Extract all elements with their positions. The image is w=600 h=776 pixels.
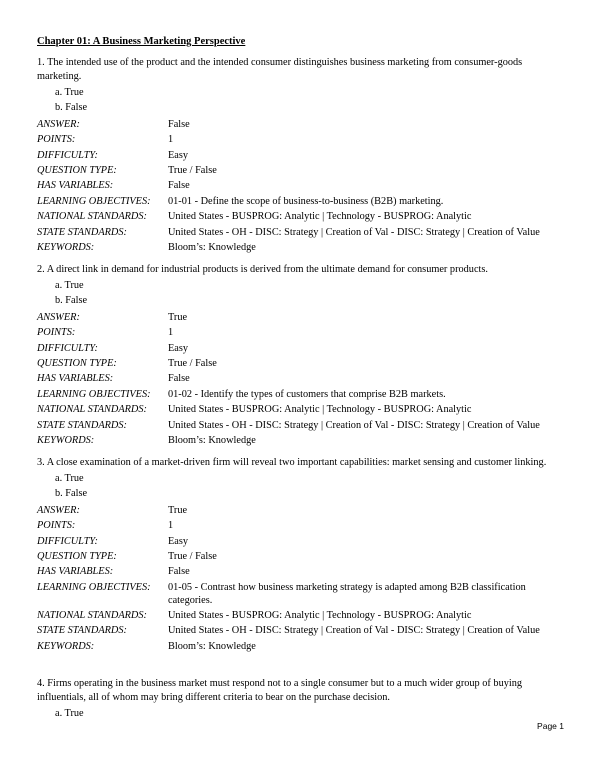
meta-keywords bbox=[37, 240, 567, 255]
meta-label: LEARNING OBJECTIVES: bbox=[37, 581, 151, 593]
question-text: 2. A direct link in demand for industrial products is derived from the ultimate demand for consumer products. bbox=[37, 264, 488, 275]
question-4 bbox=[37, 677, 567, 721]
meta-value: True / False bbox=[168, 358, 217, 370]
meta-value: United States - OH - DISC: Strategy | Creation of Val - DISC: Strategy | Creation of Value bbox=[168, 419, 540, 431]
meta-state-standards bbox=[37, 225, 567, 240]
answer-options bbox=[55, 471, 567, 502]
meta-value: 01-02 - Identify the types of customers that comprise B2B markets. bbox=[168, 388, 446, 400]
meta-value: 01-01 - Define the scope of business-to-business (B2B) marketing. bbox=[168, 195, 444, 207]
meta-question-type bbox=[37, 163, 567, 178]
meta-label: QUESTION TYPE: bbox=[37, 165, 117, 177]
meta-value: 1 bbox=[168, 327, 174, 339]
meta-value: Easy bbox=[168, 342, 189, 354]
meta-difficulty bbox=[37, 534, 567, 549]
meta-label: ANSWER: bbox=[37, 504, 80, 516]
meta-national-standards bbox=[37, 402, 567, 417]
meta-state-standards bbox=[37, 418, 567, 433]
question-metadata bbox=[37, 117, 567, 256]
meta-label: ANSWER: bbox=[37, 311, 80, 323]
meta-has-variables bbox=[37, 371, 567, 386]
meta-value: True bbox=[168, 504, 188, 516]
meta-label: HAS VARIABLES: bbox=[37, 373, 114, 385]
meta-label: NATIONAL STANDARDS: bbox=[37, 211, 147, 223]
option-a: a. True bbox=[55, 473, 84, 484]
meta-value: False bbox=[168, 373, 190, 385]
meta-keywords bbox=[37, 639, 567, 654]
question-metadata bbox=[37, 310, 567, 449]
meta-question-type bbox=[37, 549, 567, 564]
meta-state-standards bbox=[37, 623, 567, 638]
meta-label: KEYWORDS: bbox=[37, 242, 95, 254]
meta-label: DIFFICULTY: bbox=[37, 342, 98, 354]
question-2 bbox=[37, 263, 567, 448]
meta-difficulty bbox=[37, 341, 567, 356]
meta-value: 1 bbox=[168, 134, 174, 146]
question-text: 3. A close examination of a market-driven firm will reveal two important capabilities: market sensing and customer linking. bbox=[37, 457, 547, 468]
option-a: a. True bbox=[55, 87, 84, 98]
meta-value: Bloom’s: Knowledge bbox=[168, 242, 256, 254]
answer-options bbox=[55, 85, 567, 116]
question-text: 1. The intended use of the product and the intended consumer distinguishes business marketing from consumer-goods marketing. bbox=[37, 57, 523, 82]
meta-learning-objectives bbox=[37, 387, 567, 402]
meta-label: QUESTION TYPE: bbox=[37, 358, 117, 370]
meta-value: 01-05 - Contrast how business marketing strategy is adapted among B2B classification categories. bbox=[168, 581, 526, 607]
meta-has-variables bbox=[37, 178, 567, 193]
meta-label: STATE STANDARDS: bbox=[37, 226, 127, 238]
meta-answer bbox=[37, 117, 567, 132]
meta-answer bbox=[37, 503, 567, 518]
meta-keywords bbox=[37, 433, 567, 448]
meta-value: True bbox=[168, 311, 188, 323]
meta-label: LEARNING OBJECTIVES: bbox=[37, 388, 151, 400]
meta-value: United States - OH - DISC: Strategy | Creation of Val - DISC: Strategy | Creation of Value bbox=[168, 226, 540, 238]
meta-points bbox=[37, 325, 567, 340]
question-text: 4. Firms operating in the business market must respond not to a single consumer but to a much wider group of buying influentials, all of whom may bring different criteria to bear on the purchase decision. bbox=[37, 678, 523, 703]
meta-value: Bloom’s: Knowledge bbox=[168, 640, 256, 652]
meta-label: POINTS: bbox=[37, 134, 76, 146]
meta-points bbox=[37, 132, 567, 147]
meta-value: 1 bbox=[168, 520, 174, 532]
option-a: a. True bbox=[55, 280, 84, 291]
option-b: b. False bbox=[55, 102, 88, 114]
meta-difficulty bbox=[37, 148, 567, 163]
meta-value: Easy bbox=[168, 535, 189, 547]
meta-label: QUESTION TYPE: bbox=[37, 551, 117, 563]
meta-value: False bbox=[168, 118, 190, 130]
meta-learning-objectives bbox=[37, 194, 567, 209]
meta-label: KEYWORDS: bbox=[37, 435, 95, 447]
meta-label: NATIONAL STANDARDS: bbox=[37, 609, 147, 621]
meta-label: LEARNING OBJECTIVES: bbox=[37, 195, 151, 207]
option-a: a. True bbox=[55, 708, 84, 719]
question-3 bbox=[37, 456, 567, 654]
meta-label: ANSWER: bbox=[37, 118, 80, 130]
meta-value: False bbox=[168, 180, 190, 192]
meta-value: Bloom’s: Knowledge bbox=[168, 435, 256, 447]
meta-label: HAS VARIABLES: bbox=[37, 566, 114, 578]
meta-label: KEYWORDS: bbox=[37, 640, 95, 652]
meta-label: POINTS: bbox=[37, 327, 76, 339]
question-1 bbox=[37, 56, 567, 255]
meta-points bbox=[37, 518, 567, 533]
meta-label: STATE STANDARDS: bbox=[37, 419, 127, 431]
meta-value: United States - OH - DISC: Strategy | Creation of Val - DISC: Strategy | Creation of Value bbox=[168, 625, 540, 637]
meta-label: NATIONAL STANDARDS: bbox=[37, 404, 147, 416]
meta-has-variables bbox=[37, 564, 567, 579]
answer-options bbox=[55, 706, 567, 721]
chapter-title: Chapter 01: A Business Marketing Perspective bbox=[37, 36, 246, 47]
meta-value: Easy bbox=[168, 149, 189, 161]
meta-value: United States - BUSPROG: Analytic | Technology - BUSPROG: Analytic bbox=[168, 211, 472, 223]
meta-label: HAS VARIABLES: bbox=[37, 180, 114, 192]
meta-value: False bbox=[168, 566, 190, 578]
meta-value: True / False bbox=[168, 165, 217, 177]
meta-label: POINTS: bbox=[37, 520, 76, 532]
meta-learning-objectives bbox=[37, 580, 567, 608]
meta-value: True / False bbox=[168, 551, 217, 563]
meta-question-type bbox=[37, 356, 567, 371]
page-number: Page 1 bbox=[537, 721, 564, 731]
meta-answer bbox=[37, 310, 567, 325]
question-metadata bbox=[37, 503, 567, 654]
meta-national-standards bbox=[37, 608, 567, 623]
answer-options bbox=[55, 278, 567, 309]
meta-label: DIFFICULTY: bbox=[37, 535, 98, 547]
option-b: b. False bbox=[55, 488, 88, 500]
meta-label: STATE STANDARDS: bbox=[37, 625, 127, 637]
option-b: b. False bbox=[55, 295, 88, 307]
meta-national-standards bbox=[37, 209, 567, 224]
meta-label: DIFFICULTY: bbox=[37, 149, 98, 161]
meta-value: United States - BUSPROG: Analytic | Technology - BUSPROG: Analytic bbox=[168, 404, 472, 416]
meta-value: United States - BUSPROG: Analytic | Technology - BUSPROG: Analytic bbox=[168, 609, 472, 621]
